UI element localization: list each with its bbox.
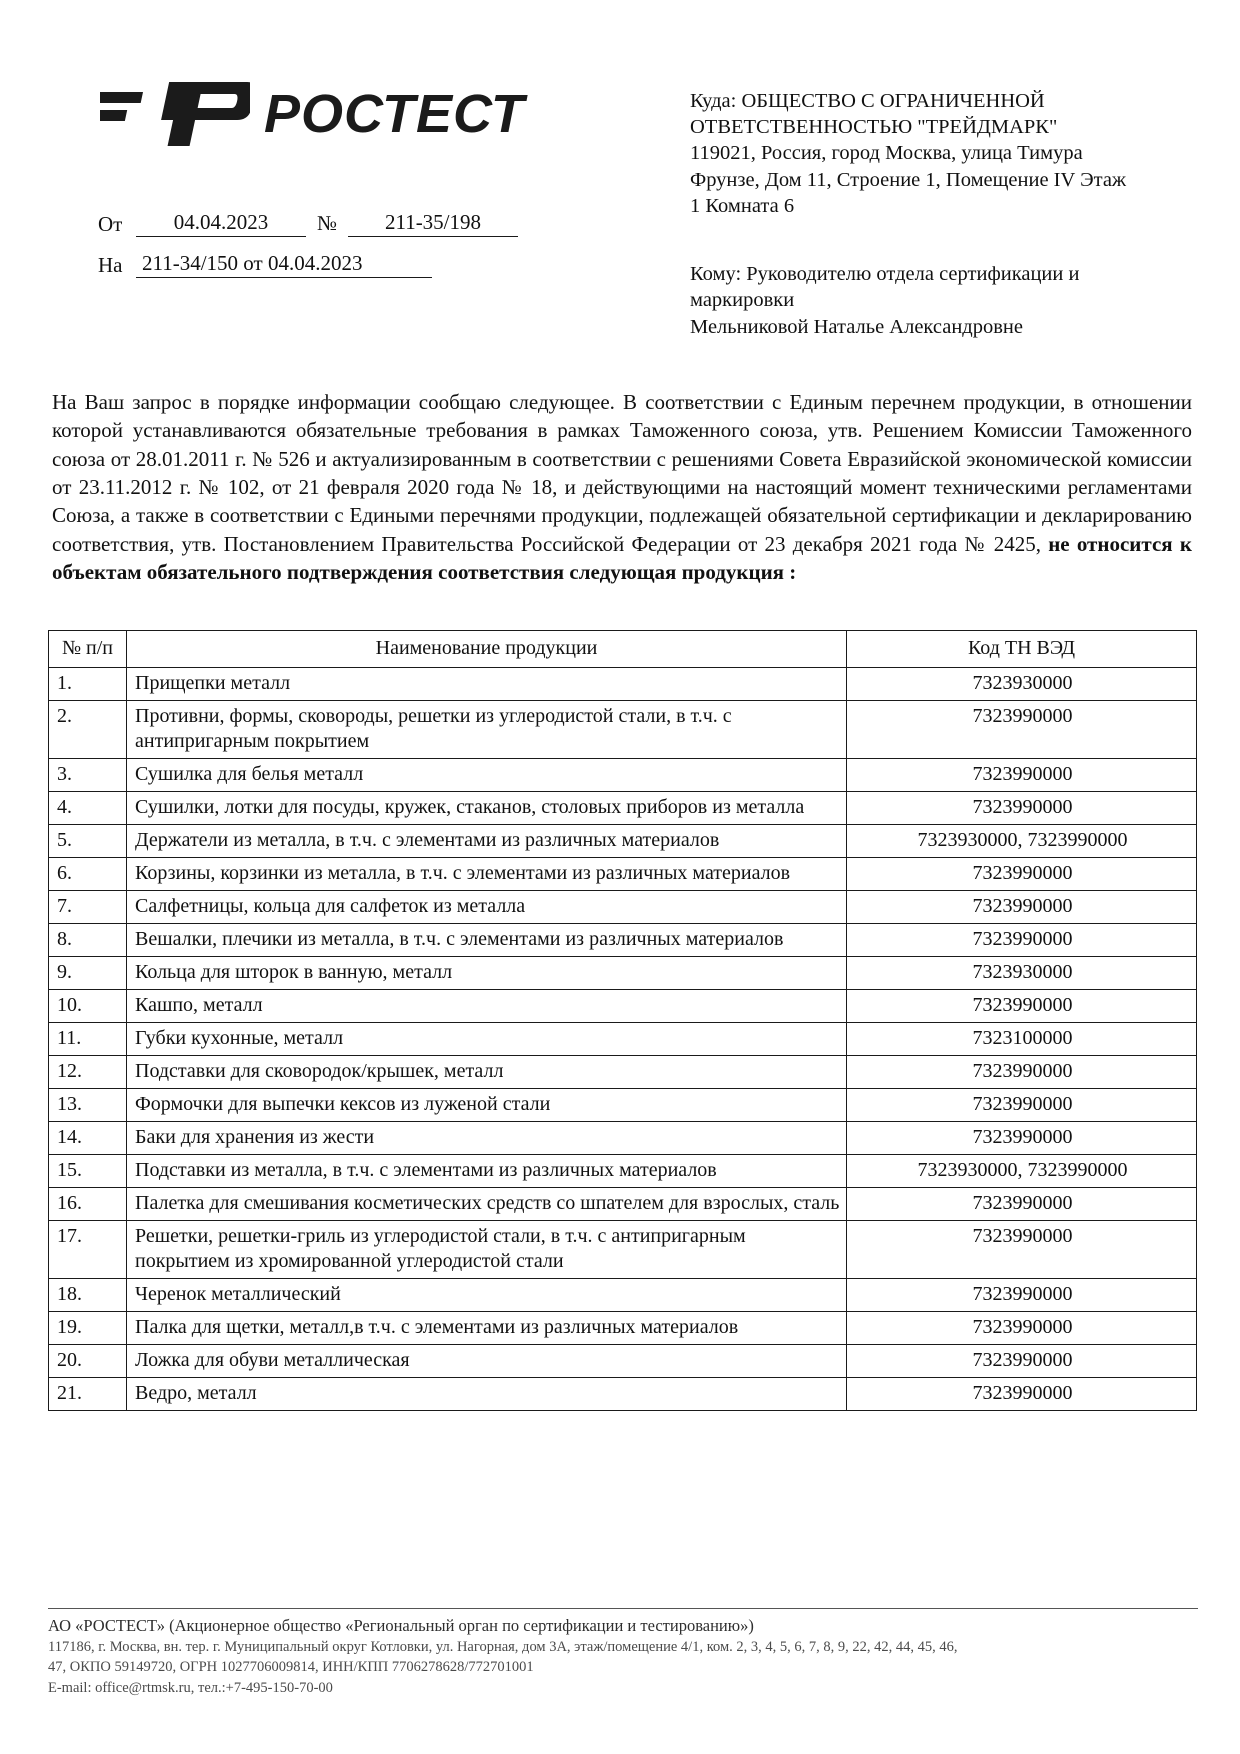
- cell-tnved-code: 7323930000: [847, 668, 1197, 701]
- cell-tnved-code: 7323930000, 7323990000: [847, 1155, 1197, 1188]
- from-date-value: 04.04.2023: [136, 210, 306, 237]
- reply-to-row: [98, 251, 568, 278]
- table-row: [49, 1378, 1197, 1411]
- cell-product-name: Черенок металлический: [127, 1279, 847, 1312]
- table-row: [49, 759, 1197, 792]
- cell-tnved-code: 7323990000: [847, 1279, 1197, 1312]
- to-line-4: Фрунзе, Дом 11, Строение 1, Помещение IV Этаж: [690, 168, 1127, 191]
- letter-reference-block: [98, 210, 568, 292]
- to-line-3: 119021, Россия, город Москва, улица Тимура: [690, 142, 1083, 165]
- cell-number: 1.: [49, 668, 127, 701]
- cell-product-name: Вешалки, плечики из металла, в т.ч. с элементами из различных материалов: [127, 924, 847, 957]
- cell-number: 16.: [49, 1188, 127, 1221]
- cell-number: 19.: [49, 1312, 127, 1345]
- number-value: 211-35/198: [348, 210, 518, 237]
- table-row: [49, 668, 1197, 701]
- column-header-number: № п/п: [49, 631, 127, 668]
- table-row: [49, 1056, 1197, 1089]
- attn-line-2: маркировки: [690, 289, 795, 312]
- cell-tnved-code: 7323990000: [847, 924, 1197, 957]
- cell-tnved-code: 7323990000: [847, 1188, 1197, 1221]
- footer-line-2: 117186, г. Москва, вн. тер. г. Муниципальный округ Котловки, ул. Нагорная, дом 3А, этаж/помещение 4/1, ком. 2, 3, 4, 5, 6, 7, 8, 9, 22, 42, 44, 45, 46,: [48, 1639, 958, 1656]
- cell-tnved-code: 7323990000: [847, 701, 1197, 759]
- table-row: [49, 1312, 1197, 1345]
- cell-product-name: Держатели из металла, в т.ч. с элементами из различных материалов: [127, 825, 847, 858]
- body-paragraph-emphasis: не относится к объектам обязательного подтверждения соответствия следующая продукция :: [52, 531, 1192, 585]
- product-table: [48, 630, 1197, 1411]
- cell-number: 18.: [49, 1279, 127, 1312]
- attn-line-1: Кому: Руководителю отдела сертификации и: [690, 263, 1080, 286]
- cell-product-name: Ложка для обуви металлическая: [127, 1345, 847, 1378]
- from-label: От: [98, 212, 123, 236]
- cell-number: 11.: [49, 1023, 127, 1056]
- cell-number: 7.: [49, 891, 127, 924]
- footer-line-1: АО «РОСТЕСТ» (Акционерное общество «Региональный орган по сертификации и тестированию»): [48, 1616, 754, 1635]
- rostest-logo-icon: [100, 78, 250, 150]
- from-row: [98, 210, 568, 237]
- cell-tnved-code: 7323930000, 7323990000: [847, 825, 1197, 858]
- cell-number: 17.: [49, 1221, 127, 1279]
- to-line-2: ОТВЕТСТВЕННОСТЬЮ "ТРЕЙДМАРК": [690, 116, 1058, 139]
- table-row: [49, 891, 1197, 924]
- cell-number: 15.: [49, 1155, 127, 1188]
- cell-number: 10.: [49, 990, 127, 1023]
- cell-product-name: Сушилка для белья металл: [127, 759, 847, 792]
- cell-product-name: Решетки, решетки-гриль из углеродистой стали, в т.ч. с антипригарным покрытием из хромированной углеродистой стали: [127, 1221, 847, 1279]
- cell-number: 21.: [49, 1378, 127, 1411]
- on-label: На: [98, 253, 123, 277]
- letter-body: [52, 388, 1192, 586]
- table-row: [49, 990, 1197, 1023]
- cell-number: 3.: [49, 759, 127, 792]
- table-row: [49, 1221, 1197, 1279]
- cell-tnved-code: 7323990000: [847, 792, 1197, 825]
- cell-number: 4.: [49, 792, 127, 825]
- to-line-1: Куда: ОБЩЕСТВО С ОГРАНИЧЕННОЙ: [690, 90, 1045, 112]
- recipient-organisation: [690, 88, 1190, 219]
- table-row: [49, 1155, 1197, 1188]
- cell-tnved-code: 7323100000: [847, 1023, 1197, 1056]
- body-paragraph-plain: На Ваш запрос в порядке информации сообщаю следующее. В соответствии с Единым перечнем продукции, в отношении которой устанавливаются обязательные требования в рамках Таможенного союза, утв. Решением Комиссии Таможенного союза от 28.01.2011 г. № 526 и актуализированным в соответствии с решениями Совета Евразийской экономической комиссии от 23.11.2012 г. № 102, от 21 февраля 2020 года № 18, и действующими на настоящий момент техническими регламентами Союза, а также в соответствии с Едиными перечнями продукции, подлежащей обязательной сертификации и декларированию соответствия, утв. Постановлением Правительства Российской Федерации от 23 декабря 2021 года № 2425,: [52, 390, 1192, 556]
- cell-number: 5.: [49, 825, 127, 858]
- cell-tnved-code: 7323990000: [847, 891, 1197, 924]
- column-header-product-name: Наименование продукции: [127, 631, 847, 668]
- cell-tnved-code: 7323990000: [847, 1221, 1197, 1279]
- document-footer: [48, 1608, 1198, 1698]
- table-row: [49, 825, 1197, 858]
- footer-divider: [48, 1608, 1198, 1609]
- cell-number: 12.: [49, 1056, 127, 1089]
- cell-number: 9.: [49, 957, 127, 990]
- attn-line-3: Мельниковой Наталье Александровне: [690, 315, 1023, 338]
- cell-product-name: Салфетницы, кольца для салфеток из металла: [127, 891, 847, 924]
- cell-tnved-code: 7323990000: [847, 759, 1197, 792]
- table-row: [49, 1279, 1197, 1312]
- to-line-5: 1 Комната 6: [690, 194, 795, 217]
- cell-tnved-code: 7323990000: [847, 1378, 1197, 1411]
- cell-tnved-code: 7323990000: [847, 990, 1197, 1023]
- cell-product-name: Палка для щетки, металл,в т.ч. с элементами из различных материалов: [127, 1312, 847, 1345]
- table-row: [49, 1122, 1197, 1155]
- cell-tnved-code: 7323990000: [847, 1122, 1197, 1155]
- cell-tnved-code: 7323990000: [847, 1089, 1197, 1122]
- number-label: №: [316, 211, 338, 235]
- cell-number: 8.: [49, 924, 127, 957]
- product-table-wrapper: [48, 630, 1196, 1411]
- table-row: [49, 701, 1197, 759]
- table-header-row: [49, 631, 1197, 668]
- cell-product-name: Формочки для выпечки кексов из луженой стали: [127, 1089, 847, 1122]
- addressee-block: [690, 88, 1190, 340]
- cell-number: 13.: [49, 1089, 127, 1122]
- cell-number: 6.: [49, 858, 127, 891]
- cell-product-name: Корзины, корзинки из металла, в т.ч. с элементами из различных материалов: [127, 858, 847, 891]
- cell-tnved-code: 7323990000: [847, 1345, 1197, 1378]
- cell-product-name: Баки для хранения из жести: [127, 1122, 847, 1155]
- footer-line-3: 47, ОКПО 59149720, ОГРН 1027706009814, ИНН/КПП 7706278628/772701001: [48, 1659, 534, 1676]
- cell-tnved-code: 7323930000: [847, 957, 1197, 990]
- cell-product-name: Подставки из металла, в т.ч. с элементами из различных материалов: [127, 1155, 847, 1188]
- cell-product-name: Подставки для сковородок/крышек, металл: [127, 1056, 847, 1089]
- logo-wordmark: РОСТЕСТ: [264, 84, 525, 144]
- column-header-tnved-code: Код ТН ВЭД: [847, 631, 1197, 668]
- table-row: [49, 924, 1197, 957]
- cell-product-name: Ведро, металл: [127, 1378, 847, 1411]
- product-table-body: [49, 668, 1197, 1411]
- cell-product-name: Сушилки, лотки для посуды, кружек, стаканов, столовых приборов из металла: [127, 792, 847, 825]
- cell-tnved-code: 7323990000: [847, 858, 1197, 891]
- letterhead-header: [0, 60, 1240, 338]
- table-row: [49, 1023, 1197, 1056]
- table-row: [49, 858, 1197, 891]
- cell-product-name: Губки кухонные, металл: [127, 1023, 847, 1056]
- table-row: [49, 1345, 1197, 1378]
- cell-number: 2.: [49, 701, 127, 759]
- cell-product-name: Противни, формы, сковороды, решетки из углеродистой стали, в т.ч. с антипригарным покрытием: [127, 701, 847, 759]
- table-row: [49, 957, 1197, 990]
- cell-tnved-code: 7323990000: [847, 1312, 1197, 1345]
- cell-product-name: Кашпо, металл: [127, 990, 847, 1023]
- cell-product-name: Кольца для шторок в ванную, металл: [127, 957, 847, 990]
- cell-number: 14.: [49, 1122, 127, 1155]
- footer-line-4: E-mail: office@rtmsk.ru, тел.:+7-495-150-70-00: [48, 1679, 333, 1696]
- on-value: 211-34/150 от 04.04.2023: [136, 251, 432, 278]
- company-logo: [100, 78, 525, 150]
- cell-tnved-code: 7323990000: [847, 1056, 1197, 1089]
- cell-product-name: Палетка для смешивания косметических средств со шпателем для взрослых, сталь: [127, 1188, 847, 1221]
- recipient-person: [690, 261, 1190, 340]
- table-row: [49, 1089, 1197, 1122]
- table-row: [49, 1188, 1197, 1221]
- cell-product-name: Прищепки металл: [127, 668, 847, 701]
- cell-number: 20.: [49, 1345, 127, 1378]
- table-row: [49, 792, 1197, 825]
